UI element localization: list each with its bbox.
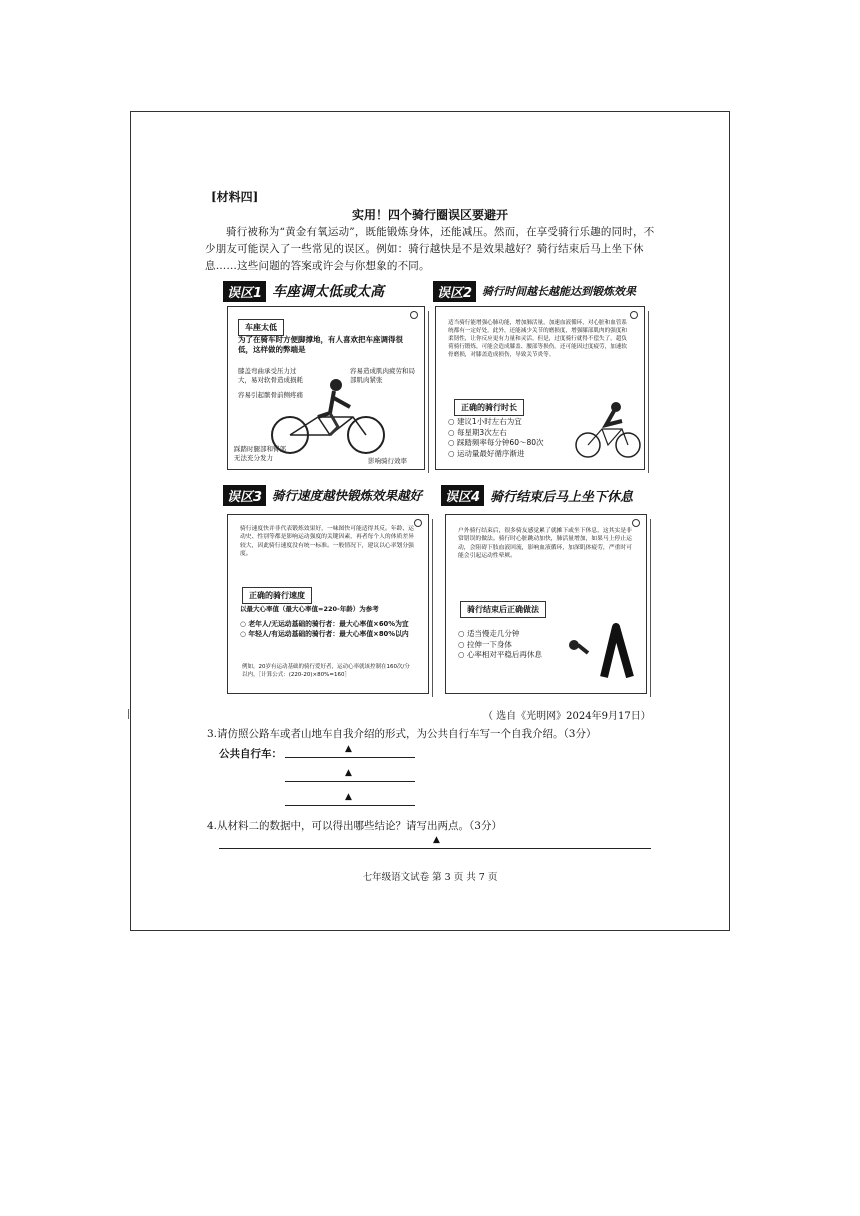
list-item: ○ 心率相对平稳后再休息 bbox=[458, 650, 568, 661]
panel-body: 骑行速度快并非代表锻炼效果好，一味图快可能适得其反。年龄、运动史、性别等都是影响运动强度的关键因素，再者每个人的体质差异较大，因此骑行速度没有统一标准。一般情况下，建议以心率划分强度。 bbox=[240, 526, 414, 558]
panel-title: 骑行速度越快锻炼效果越好 bbox=[272, 488, 423, 503]
list-item: ○ 适当慢走几分钟 bbox=[458, 629, 568, 640]
source-citation: （ 选自《光明网》2024年9月17日） bbox=[483, 711, 651, 722]
cyclist-illustration bbox=[258, 377, 398, 457]
reference-note: 以最大心率值（最大心率值=220-年龄）为参考 bbox=[240, 605, 379, 613]
article-title: 实用！四个骑行圈误区要避开 bbox=[351, 208, 508, 222]
answer-blank[interactable] bbox=[219, 847, 651, 849]
list-item: ○ 踩踏频率每分钟60～80次 bbox=[448, 438, 578, 449]
note: 容易造成肌肉疲劳和局部肌肉紧张 bbox=[350, 367, 415, 384]
blank-mark: ▲ bbox=[433, 835, 440, 845]
tips-list bbox=[240, 619, 418, 639]
note: 膝盖弯曲承受压力过大，易对软骨造成损耗 bbox=[238, 367, 303, 384]
note: 踩踏时腿部和臀部无法充分发力 bbox=[234, 445, 286, 462]
exam-page bbox=[130, 111, 730, 931]
scan-line bbox=[128, 709, 129, 719]
list-item: ○ 老年人/无运动基础的骑行者：最大心率值×60%为宜 bbox=[240, 619, 418, 629]
page-footer: 七年级语文试卷 第 3 页 共 7 页 bbox=[362, 872, 498, 883]
question-3: 3.请仿照公路车或者山地车自我介绍的形式，为公共自行车写一个自我介绍。（3分） bbox=[207, 728, 597, 740]
box-label: 正确的骑行速度 bbox=[242, 587, 312, 604]
panel-title: 骑行结束后马上坐下休息 bbox=[490, 489, 634, 505]
panel-3-card bbox=[227, 514, 429, 694]
panel-4-card bbox=[445, 514, 647, 694]
panel-title: 骑行时间越长越能达到锻炼效果 bbox=[482, 285, 637, 298]
example-note: 例如，20岁有运动基础的骑行爱好者，运动心率就该控制在160次/分以内。［计算公式：(220-20)×80%=160］ bbox=[242, 664, 410, 678]
note: 影响骑行效率 bbox=[368, 457, 407, 465]
blank-mark: ▲ bbox=[345, 792, 352, 802]
hole-icon bbox=[632, 519, 640, 527]
blank-mark: ▲ bbox=[345, 744, 352, 754]
list-item: ○ 每星期3次左右 bbox=[448, 428, 578, 439]
panel-1 bbox=[223, 280, 431, 475]
panel-body: 户外骑行结束后，很多骑友感觉累了就摊下或坐下休息，这其实是非常错误的做法。骑行时心脏跳动加快，肺活量增加，如果马上停止运动，会阻碍下肢血液回流，影响血液循环，加深肌体疲劳，严重时可能会引起运动性晕厥。 bbox=[458, 528, 632, 560]
cyclist-illustration bbox=[572, 399, 642, 461]
answer-blank[interactable] bbox=[285, 780, 415, 782]
tips-list bbox=[448, 417, 578, 459]
list-item: ○ 运动量最好循序渐进 bbox=[448, 449, 578, 460]
answer-label: 公共自行车： bbox=[219, 748, 282, 760]
answer-blank[interactable] bbox=[285, 756, 415, 758]
list-item: ○ 年轻人/有运动基础的骑行者：最大心率值×80%以内 bbox=[240, 629, 418, 639]
box-label: 正确的骑行时长 bbox=[454, 399, 524, 416]
stretching-illustration bbox=[564, 619, 640, 681]
box-label: 骑行结束后正确做法 bbox=[460, 601, 546, 618]
box-label: 车座太低 bbox=[238, 319, 284, 336]
answer-blank[interactable] bbox=[285, 804, 415, 806]
panel-lead: 为了在骑车时方便脚撑地，有人喜欢把车座调得很低，这样做的弊端是 bbox=[238, 335, 403, 354]
material-label: [材料四] bbox=[211, 190, 259, 204]
panel-tag: 误区2 bbox=[433, 281, 476, 302]
panel-tag: 误区4 bbox=[441, 485, 484, 506]
panel-4-header bbox=[441, 484, 663, 506]
panel-tag: 误区3 bbox=[223, 485, 266, 506]
panel-tag: 误区1 bbox=[223, 281, 266, 302]
panel-1-card bbox=[227, 306, 425, 470]
intro-paragraph: 骑行被称为“黄金有氧运动”，既能锻炼身体，还能减压。然而，在享受骑行乐趣的同时，不少朋友可能误入了一些常见的误区。例如：骑行越快是不是效果越好？骑行结束后马上坐下休息……这些问题的答案或许会与你想象的不同。 bbox=[205, 226, 655, 272]
panel-body: 适当骑行能增强心肺功能，增加肺活量，加速血液循环，对心脏和血管系统都有一定好处。此外，还能减少关节的磨损度，增强膝部肌肉的强度和柔韧性，让你反应更有力量和灵活。但是，过度骑行就得不偿失了。超负荷骑行锻炼，可能会造成膝盖、腰部等损伤。还可能因过度疲劳，加速软骨磨损，对膝盖造成损伤，导致关节炎等。 bbox=[448, 320, 628, 358]
panel-2 bbox=[433, 280, 655, 475]
hole-icon bbox=[630, 311, 638, 319]
panel-title: 车座调太低或太高 bbox=[272, 284, 385, 300]
list-item: ○ 建议1小时左右为宜 bbox=[448, 417, 578, 428]
tips-list bbox=[458, 629, 568, 661]
note: 容易引起髌骨前侧疼痛 bbox=[238, 391, 303, 399]
panel-4 bbox=[441, 484, 663, 696]
panel-2-card bbox=[435, 306, 645, 470]
panel-1-header bbox=[223, 280, 431, 302]
panel-2-header bbox=[433, 280, 655, 302]
panel-3-header bbox=[223, 484, 445, 506]
list-item: ○ 拉伸一下身体 bbox=[458, 640, 568, 651]
hole-icon bbox=[410, 311, 418, 319]
question-4: 4.从材料二的数据中，可以得出哪些结论？请写出两点。（3分） bbox=[207, 820, 502, 832]
panel-3 bbox=[223, 484, 445, 696]
blank-mark: ▲ bbox=[345, 768, 352, 778]
